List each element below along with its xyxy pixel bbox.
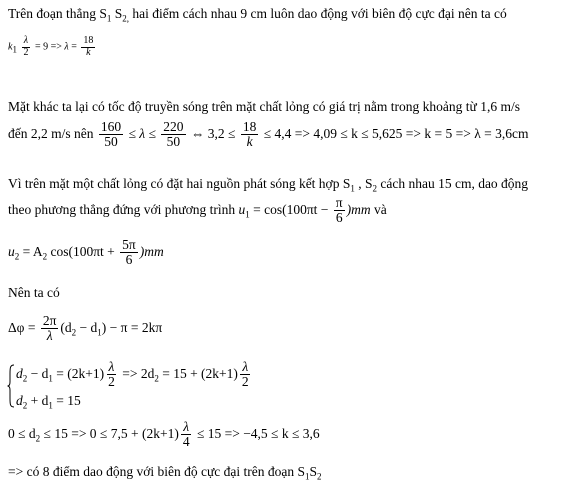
numerator: λ [183,419,190,434]
denominator: k [246,134,253,150]
subscript: 2 [14,251,20,262]
paragraph-6 [8,285,60,301]
text: − d [27,365,49,381]
fraction-lambda-4 [181,420,192,449]
fraction-18-k [81,36,95,58]
paragraph-5 [8,196,387,225]
numerator: 220 [163,119,184,134]
text: Trên đoạn thẳng S [8,6,107,21]
text: và [370,201,387,217]
fraction-5pi-6 [120,238,138,267]
subscript: 1 [48,373,53,384]
numerator: 18 [242,119,257,134]
text: (d [60,319,72,335]
text: d [16,365,23,381]
subscript: 2 [35,433,41,444]
fraction-18-k [241,120,259,149]
subscript: 1 [350,183,355,194]
subscript: 2 [71,327,77,338]
equation-u2 [8,238,164,267]
subscript: 2 [22,400,28,411]
system-eq-2 [16,393,81,409]
subscript: 1 [305,471,310,482]
fraction-lambda-2 [21,36,30,58]
subscript: 1 [48,400,53,411]
denominator: 2 [241,374,249,390]
text: d [16,393,23,408]
paragraph-4 [8,176,528,192]
text: Nên ta có [8,285,60,300]
text: , S [354,176,373,191]
subscript: 2 [317,471,322,482]
denominator: 4 [182,434,190,450]
conclusion [8,464,322,480]
numerator: 160 [100,119,122,134]
inequality [8,420,320,449]
equation-phase [8,314,162,343]
text: ≤ 4,4 => 4,09 ≤ k ≤ 5,625 => k = 5 => λ = 3,6cm [260,125,529,141]
var-u: u [238,201,246,217]
numerator: π [335,195,343,210]
numerator: 5π [122,237,136,252]
denominator: 2 [23,46,29,58]
denominator: 6 [335,210,343,226]
text: ⇔ 3,2 ≤ [187,125,239,141]
subscript: 2 [42,251,48,262]
var-u: u [8,243,15,259]
numerator: λ [108,359,115,374]
fraction-160-50 [99,120,123,149]
fraction-lambda-2 [240,360,251,389]
text: Mặt khác ta lại có tốc độ truyền sóng trên mặt chất lỏng có giá trị nằm trong khoảng từ 1,6 m/s [8,99,520,114]
text: ) − π = 2kπ [101,319,163,335]
subscript: 2 [22,373,28,384]
text: S [111,6,123,21]
var-lambda: λ [64,41,69,53]
fraction-220-50 [161,120,185,149]
text: − d [76,319,98,335]
text: Vì trên mặt một chất lỏng có đặt hai nguồn phát sóng kết hợp S [8,176,351,191]
system-eq-1 [16,360,253,389]
text: Δφ = [8,319,39,335]
numerator: λ [23,35,29,46]
numerator: λ [242,359,249,374]
text: = A [19,243,43,259]
fraction-lambda-2 [106,360,117,389]
text: )mm [139,243,164,259]
denominator: k [86,46,91,58]
equation-lambda [8,36,97,58]
paragraph-2 [8,99,520,115]
text: )mm [346,201,371,217]
text: ≤ 15 => −4,5 ≤ k ≤ 3,6 [193,425,320,441]
denominator: 6 [125,252,133,268]
subscript: 2 [154,373,159,384]
text: = 15 + (2k+1) [158,365,238,381]
subscript: 1 [97,327,102,338]
text: ≤ λ ≤ [125,125,160,141]
text: => 2d [118,365,155,381]
text: đến 2,2 m/s nên [8,125,94,141]
fraction-2pi-lambda [41,314,59,343]
text: = 9 => [32,41,65,53]
text: = cos(100πt − [249,201,332,217]
numerator: 18 [83,35,94,46]
subscript: 1 [12,44,17,55]
denominator: λ [46,328,53,344]
fraction-pi-6 [334,196,345,225]
denominator: 50 [104,134,118,150]
numerator: 2π [42,313,57,328]
subscript: 2, [122,13,130,24]
text: = (2k+1) [52,365,105,381]
subscript: 2 [372,183,377,194]
text: cos(100πt + [47,243,119,259]
denominator: 2 [108,374,115,390]
subscript: 1 [106,13,112,24]
denominator: 50 [166,134,181,150]
text: = [68,41,80,53]
subscript: 1 [245,209,250,220]
text: hai điểm cách nhau 9 cm luôn dao động với biên độ cực đại nên ta có [129,6,507,21]
text: + d [27,393,49,408]
var-k: k [8,41,13,53]
text: ≤ 15 => 0 ≤ 7,5 + (2k+1) [40,425,179,441]
text: 0 ≤ d [8,425,36,441]
text: cách nhau 15 cm, dao động [376,176,529,191]
text: = 15 [52,393,81,408]
text: S [309,464,318,479]
text: => có 8 điểm dao động với biên độ cực đại trên đoạn S [8,464,305,479]
system-brace [7,364,15,408]
paragraph-1 [8,6,507,22]
text: theo phương thẳng đứng với phương trình [8,201,236,217]
paragraph-3 [8,120,529,149]
